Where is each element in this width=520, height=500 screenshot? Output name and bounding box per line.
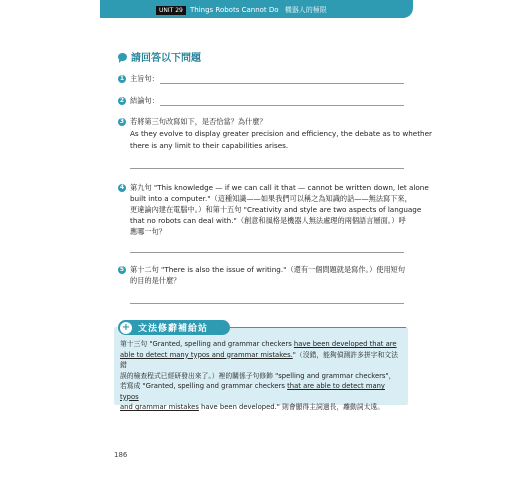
answer-line	[130, 303, 404, 304]
question-text-line: As they evolve to display greater precision and efficiency, the debate as to whether	[130, 129, 432, 138]
question-text-line: 的目的是什麼？	[130, 276, 181, 285]
question-text-line: that no robots can deal with."（創意和風格是機器人無法處理的兩個語言層面。）呼	[130, 216, 406, 225]
section-title-text: 請回答以下問題	[131, 53, 201, 64]
question-text-line: 第十二句 "There is also the issue of writing."（還有一個問題就是寫作。）使用短句	[130, 265, 406, 274]
question-text: 主旨句：	[130, 74, 159, 83]
grammar-text-underlined: that are able to detect many typos	[120, 382, 385, 401]
question-text-line: built into a computer."（這種知識——如果我們可以稱之為知識的話——無法寫下來，	[130, 194, 412, 203]
grammar-label: 文法修辭補給站	[138, 324, 209, 334]
question-text-line: there is any limit to their capabilities arises.	[130, 141, 289, 150]
question-text: 結論句：	[130, 96, 159, 105]
header-title-en: Things Robots Cannot Do	[190, 6, 279, 14]
question-number: 5	[119, 266, 125, 273]
header-title-cn: 機器人的極限	[284, 6, 327, 14]
grammar-text-segment: 若寫成 "Granted, spelling and grammar checkers	[120, 382, 288, 390]
question-number: 3	[119, 118, 125, 125]
grammar-text-underlined: able to detect many typos and grammar mistakes.	[120, 350, 293, 359]
plus-icon: +	[121, 321, 131, 333]
grammar-tab	[118, 320, 230, 335]
speech-bubble-icon	[118, 53, 127, 61]
answer-line	[160, 105, 404, 106]
grammar-text-underlined: and grammar mistakes	[120, 403, 199, 411]
question-number: 4	[119, 184, 125, 191]
grammar-text-segment: 誤的檢查程式已經研發出來了。）裡的關係子句修飾 "spelling and grammar checkers"，	[120, 371, 396, 380]
page-number: 186	[114, 451, 128, 459]
grammar-text-segment: 第十三句 "Granted, spelling and grammar checkers	[120, 340, 294, 348]
answer-line	[160, 83, 404, 84]
question-text-line: 第九句 "This knowledge — if we can call it that — cannot be written down, let alone	[130, 183, 429, 192]
grammar-text	[120, 339, 402, 413]
grammar-tab-divider	[230, 327, 406, 328]
question-text-line: 應哪一句？	[130, 227, 166, 236]
grammar-text-segment: "（沒錯，能夠偵測許多拼字和文法錯	[120, 350, 398, 369]
section-title	[118, 49, 201, 64]
question-number: 1	[119, 75, 125, 82]
answer-line	[130, 168, 404, 169]
question-number: 2	[119, 97, 125, 104]
question-text-line: 更違論內建在電腦中。）和第十五句 "Creativity and style are two aspects of language	[130, 205, 422, 214]
unit-badge: UNIT 29	[156, 6, 186, 15]
question-text-line: 若將第三句改寫如下，是否恰當？為什麼？	[130, 117, 267, 126]
answer-line	[130, 252, 404, 253]
grammar-text-segment: have been developed." 則會顯得主詞過長，離動詞太遠。	[198, 403, 384, 411]
grammar-text-underlined: have been developed that are	[293, 340, 397, 348]
header-title	[190, 5, 327, 15]
